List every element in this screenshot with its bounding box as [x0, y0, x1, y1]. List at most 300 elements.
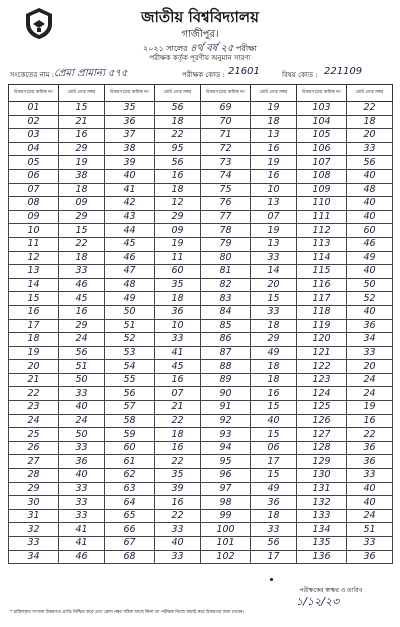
table-row: [9, 292, 393, 306]
paper-code-label: বিষয় কোড :: [282, 71, 318, 79]
marks-cell: 09: [155, 224, 201, 238]
serial-number-cell: 89: [201, 373, 251, 387]
serial-number-cell: 92: [201, 414, 251, 428]
serial-number-cell: 98: [201, 496, 251, 510]
marks-cell: 40: [347, 482, 393, 496]
marks-cell: 48: [347, 183, 393, 197]
marks-cell: 16: [155, 441, 201, 455]
serial-number-cell: 77: [201, 210, 251, 224]
marks-cell: 29: [251, 333, 297, 347]
marks-cell: 56: [155, 156, 201, 170]
serial-number-cell: 66: [105, 523, 155, 537]
table-row: [9, 373, 393, 387]
table-row: [9, 333, 393, 347]
marks-cell: 33: [251, 305, 297, 319]
serial-number-cell: 24: [9, 414, 59, 428]
marks-cell: 49: [251, 482, 297, 496]
marks-cell: 22: [347, 428, 393, 442]
marks-cell: 15: [251, 469, 297, 483]
serial-number-cell: 32: [9, 523, 59, 537]
marks-cell: 60: [347, 224, 393, 238]
table-row: [9, 115, 393, 129]
marks-cell: 20: [347, 360, 393, 374]
university-city: গাজীপুর।: [181, 29, 219, 40]
serial-number-cell: 79: [201, 237, 251, 251]
marks-cell: 40: [155, 537, 201, 551]
marks-cell: 45: [59, 292, 105, 306]
marks-cell: 19: [251, 102, 297, 116]
exam-name-handwritten: ৪র্থ বর্ষ ২৫: [190, 43, 234, 54]
marks-cell: 39: [155, 482, 201, 496]
marks-cell: 36: [347, 319, 393, 333]
marks-cell: 40: [347, 265, 393, 279]
serial-number-cell: 20: [9, 360, 59, 374]
marks-cell: 07: [251, 210, 297, 224]
marks-cell: 49: [251, 346, 297, 360]
serial-number-cell: 65: [105, 509, 155, 523]
marks-cell: 13: [251, 237, 297, 251]
serial-number-cell: 73: [201, 156, 251, 170]
table-row: [9, 428, 393, 442]
serial-number-cell: 52: [105, 333, 155, 347]
marks-cell: 12: [155, 197, 201, 211]
marks-cell: 16: [155, 169, 201, 183]
marks-cell: 33: [59, 482, 105, 496]
ink-dot: [270, 578, 273, 581]
marks-cell: 24: [59, 414, 105, 428]
serial-number-cell: 103: [297, 102, 347, 116]
serial-number-cell: 33: [9, 537, 59, 551]
table-row: [9, 319, 393, 333]
marks-cell: 16: [251, 169, 297, 183]
marks-cell: 40: [59, 401, 105, 415]
table-row: [9, 265, 393, 279]
serial-number-cell: 95: [201, 455, 251, 469]
serial-number-cell: 04: [9, 142, 59, 156]
marks-cell: 36: [347, 550, 393, 564]
signature-date: ১/১২/২৩: [296, 595, 340, 608]
serial-number-cell: 119: [297, 319, 347, 333]
table-row: [9, 169, 393, 183]
serial-number-cell: 26: [9, 441, 59, 455]
marks-cell: 33: [347, 142, 393, 156]
marks-cell: 18: [155, 292, 201, 306]
marks-cell: 40: [347, 305, 393, 319]
serial-number-cell: 41: [105, 183, 155, 197]
marks-cell: 18: [251, 319, 297, 333]
marks-cell: 41: [155, 346, 201, 360]
marks-cell: 24: [347, 509, 393, 523]
serial-number-cell: 63: [105, 482, 155, 496]
serial-number-cell: 113: [297, 237, 347, 251]
marks-cell: 56: [59, 346, 105, 360]
serial-number-cell: 99: [201, 509, 251, 523]
subject-label: সংকেতের নাম :: [10, 71, 55, 79]
serial-number-cell: 10: [9, 224, 59, 238]
serial-number-cell: 02: [9, 115, 59, 129]
serial-number-cell: 23: [9, 401, 59, 415]
marks-cell: 36: [155, 305, 201, 319]
serial-column-header: উত্তরপত্রের ক্রমিক নং: [9, 85, 59, 102]
serial-number-cell: 15: [9, 292, 59, 306]
marks-cell: 51: [59, 360, 105, 374]
marks-column-header: মোট প্রাপ্ত নম্বর: [59, 85, 105, 102]
marks-cell: 35: [155, 469, 201, 483]
serial-number-cell: 31: [9, 509, 59, 523]
table-row: [9, 509, 393, 523]
exam-suffix-label: পরীক্ষা: [236, 44, 257, 53]
serial-number-cell: 38: [105, 142, 155, 156]
sheet-subtitle: পরীক্ষক কর্তৃক পূরণীয় অনুমান সারণ্য: [149, 54, 251, 62]
serial-number-cell: 91: [201, 401, 251, 415]
marks-cell: 33: [251, 523, 297, 537]
serial-number-cell: 75: [201, 183, 251, 197]
marks-cell: 33: [347, 537, 393, 551]
serial-number-cell: 93: [201, 428, 251, 442]
serial-number-cell: 118: [297, 305, 347, 319]
marks-cell: 18: [155, 183, 201, 197]
serial-number-cell: 88: [201, 360, 251, 374]
serial-number-cell: 72: [201, 142, 251, 156]
serial-number-cell: 40: [105, 169, 155, 183]
table-body: [9, 102, 393, 564]
marks-cell: 15: [251, 428, 297, 442]
serial-number-cell: 126: [297, 414, 347, 428]
serial-number-cell: 18: [9, 333, 59, 347]
table-row: [9, 414, 393, 428]
serial-number-cell: 54: [105, 360, 155, 374]
table-header-row: [9, 85, 393, 102]
serial-number-cell: 12: [9, 251, 59, 265]
marks-cell: 33: [347, 346, 393, 360]
marks-cell: 14: [251, 265, 297, 279]
serial-number-cell: 27: [9, 455, 59, 469]
marks-cell: 56: [251, 537, 297, 551]
serial-number-cell: 21: [9, 373, 59, 387]
marks-cell: 29: [59, 142, 105, 156]
serial-number-cell: 19: [9, 346, 59, 360]
marks-cell: 34: [347, 333, 393, 347]
serial-number-cell: 104: [297, 115, 347, 129]
table-row: [9, 237, 393, 251]
table-row: [9, 469, 393, 483]
table-row: [9, 387, 393, 401]
serial-number-cell: 30: [9, 496, 59, 510]
serial-number-cell: 111: [297, 210, 347, 224]
serial-number-cell: 70: [201, 115, 251, 129]
table-row: [9, 496, 393, 510]
serial-number-cell: 80: [201, 251, 251, 265]
table-row: [9, 251, 393, 265]
table-row: [9, 441, 393, 455]
marks-cell: 16: [59, 129, 105, 143]
exam-year-label: ২০২১ সালের: [143, 44, 188, 53]
info-line: [10, 67, 392, 81]
table-row: [9, 401, 393, 415]
marks-cell: 22: [59, 237, 105, 251]
serial-number-cell: 06: [9, 169, 59, 183]
marks-cell: 41: [59, 537, 105, 551]
serial-number-cell: 36: [105, 115, 155, 129]
serial-number-cell: 53: [105, 346, 155, 360]
serial-number-cell: 28: [9, 469, 59, 483]
marks-cell: 33: [59, 441, 105, 455]
marks-cell: 49: [347, 251, 393, 265]
serial-number-cell: 114: [297, 251, 347, 265]
marks-cell: 29: [59, 319, 105, 333]
marks-column-header: মোট প্রাপ্ত নম্বর: [155, 85, 201, 102]
serial-number-cell: 81: [201, 265, 251, 279]
marks-cell: 33: [59, 265, 105, 279]
serial-number-cell: 82: [201, 278, 251, 292]
serial-number-cell: 124: [297, 387, 347, 401]
marks-cell: 29: [155, 210, 201, 224]
serial-number-cell: 69: [201, 102, 251, 116]
marks-cell: 22: [155, 509, 201, 523]
serial-number-cell: 94: [201, 441, 251, 455]
marks-cell: 33: [59, 496, 105, 510]
marks-column-header: মোট প্রাপ্ত নম্বর: [347, 85, 393, 102]
serial-number-cell: 78: [201, 224, 251, 238]
marks-cell: 56: [347, 156, 393, 170]
marks-cell: 33: [347, 469, 393, 483]
serial-number-cell: 131: [297, 482, 347, 496]
marks-cell: 33: [155, 523, 201, 537]
serial-number-cell: 128: [297, 441, 347, 455]
marks-cell: 22: [155, 455, 201, 469]
marks-cell: 18: [347, 115, 393, 129]
marks-cell: 18: [155, 115, 201, 129]
table-row: [9, 482, 393, 496]
marks-cell: 16: [251, 142, 297, 156]
footnote: * চাহিদাকৃত সংখ্যক উত্তরপত্র প্রাপ্তি নিশ্চিত করে এবং রোল নম্বর সঠিক আছে কিনা তা পরীক্ষক নিজে যাচাই করে উত্তরপত্র জমা দেবেন।: [10, 610, 245, 615]
examiner-code-value: 21601: [228, 66, 260, 77]
marks-cell: 18: [251, 509, 297, 523]
marks-cell: 13: [251, 129, 297, 143]
marks-cell: 33: [251, 251, 297, 265]
marks-cell: 16: [155, 373, 201, 387]
marks-cell: 38: [59, 169, 105, 183]
serial-number-cell: 90: [201, 387, 251, 401]
marks-cell: 33: [59, 387, 105, 401]
serial-number-cell: 100: [201, 523, 251, 537]
marks-cell: 21: [155, 401, 201, 415]
marks-cell: 56: [155, 102, 201, 116]
marks-cell: 18: [59, 251, 105, 265]
marks-cell: 18: [59, 183, 105, 197]
table-row: [9, 346, 393, 360]
table-row: [9, 523, 393, 537]
marks-cell: 19: [155, 237, 201, 251]
marks-cell: 33: [155, 550, 201, 564]
marks-cell: 16: [347, 414, 393, 428]
marks-cell: 09: [59, 197, 105, 211]
marks-cell: 95: [155, 142, 201, 156]
serial-number-cell: 37: [105, 129, 155, 143]
serial-number-cell: 44: [105, 224, 155, 238]
marks-cell: 19: [251, 156, 297, 170]
serial-column-header: উত্তরপত্রের ক্রমিক নং: [297, 85, 347, 102]
marks-cell: 35: [155, 278, 201, 292]
serial-number-cell: 117: [297, 292, 347, 306]
serial-number-cell: 58: [105, 414, 155, 428]
marks-cell: 20: [251, 278, 297, 292]
serial-number-cell: 133: [297, 509, 347, 523]
table-row: [9, 129, 393, 143]
marks-cell: 19: [251, 224, 297, 238]
marks-cell: 16: [155, 496, 201, 510]
marks-cell: 19: [347, 401, 393, 415]
marks-cell: 15: [59, 224, 105, 238]
marks-cell: 17: [251, 455, 297, 469]
serial-number-cell: 60: [105, 441, 155, 455]
serial-number-cell: 47: [105, 265, 155, 279]
serial-number-cell: 22: [9, 387, 59, 401]
table-row: [9, 305, 393, 319]
serial-number-cell: 49: [105, 292, 155, 306]
marks-cell: 16: [251, 387, 297, 401]
serial-number-cell: 102: [201, 550, 251, 564]
marks-cell: 40: [347, 197, 393, 211]
marks-cell: 50: [59, 373, 105, 387]
serial-number-cell: 71: [201, 129, 251, 143]
marks-cell: 22: [155, 129, 201, 143]
marks-cell: 18: [251, 373, 297, 387]
marks-cell: 33: [155, 333, 201, 347]
serial-number-cell: 116: [297, 278, 347, 292]
serial-number-cell: 135: [297, 537, 347, 551]
marks-cell: 45: [155, 360, 201, 374]
serial-column-header: উত্তরপত্রের ক্রমিক নং: [105, 85, 155, 102]
table-row: [9, 156, 393, 170]
signature-label: পরীক্ষকের স্বাক্ষর ও তারিখ: [299, 587, 363, 594]
table-row: [9, 197, 393, 211]
serial-number-cell: 50: [105, 305, 155, 319]
table-row: [9, 142, 393, 156]
marks-cell: 19: [59, 156, 105, 170]
marks-cell: 36: [347, 441, 393, 455]
serial-number-cell: 51: [105, 319, 155, 333]
table-row: [9, 537, 393, 551]
marks-cell: 18: [155, 428, 201, 442]
marks-cell: 40: [347, 496, 393, 510]
serial-number-cell: 55: [105, 373, 155, 387]
serial-number-cell: 123: [297, 373, 347, 387]
serial-number-cell: 85: [201, 319, 251, 333]
serial-number-cell: 101: [201, 537, 251, 551]
marks-cell: 40: [347, 169, 393, 183]
serial-number-cell: 56: [105, 387, 155, 401]
serial-number-cell: 84: [201, 305, 251, 319]
marks-cell: 24: [347, 373, 393, 387]
serial-number-cell: 64: [105, 496, 155, 510]
serial-number-cell: 86: [201, 333, 251, 347]
serial-number-cell: 129: [297, 455, 347, 469]
marks-cell: 13: [251, 197, 297, 211]
serial-number-cell: 76: [201, 197, 251, 211]
marks-cell: 18: [251, 115, 297, 129]
marks-cell: 21: [59, 115, 105, 129]
marks-table: [8, 84, 393, 564]
marks-cell: 36: [251, 496, 297, 510]
marks-cell: 15: [251, 292, 297, 306]
serial-number-cell: 01: [9, 102, 59, 116]
serial-number-cell: 29: [9, 482, 59, 496]
serial-number-cell: 43: [105, 210, 155, 224]
table-row: [9, 183, 393, 197]
marks-cell: 36: [347, 455, 393, 469]
serial-number-cell: 07: [9, 183, 59, 197]
examiner-code-label: পরীক্ষক কোড :: [182, 71, 225, 79]
marks-cell: 50: [347, 278, 393, 292]
serial-number-cell: 120: [297, 333, 347, 347]
university-name: জাতীয় বিশ্ববিদ্যালয়: [141, 8, 259, 26]
marks-cell: 46: [347, 237, 393, 251]
table-row: [9, 278, 393, 292]
marks-cell: 33: [59, 509, 105, 523]
serial-number-cell: 62: [105, 469, 155, 483]
serial-number-cell: 13: [9, 265, 59, 279]
serial-number-cell: 17: [9, 319, 59, 333]
table-row: [9, 360, 393, 374]
marks-cell: 40: [251, 414, 297, 428]
serial-number-cell: 97: [201, 482, 251, 496]
subject-value: প্রেমা প্রামান্য ৫৭৫: [54, 68, 128, 79]
marks-cell: 24: [59, 333, 105, 347]
marks-cell: 60: [155, 265, 201, 279]
serial-number-cell: 108: [297, 169, 347, 183]
serial-number-cell: 96: [201, 469, 251, 483]
marks-cell: 22: [347, 102, 393, 116]
serial-number-cell: 11: [9, 237, 59, 251]
marks-cell: 07: [155, 387, 201, 401]
serial-column-header: উত্তরপত্রের ক্রমিক নং: [201, 85, 251, 102]
serial-number-cell: 16: [9, 305, 59, 319]
serial-number-cell: 46: [105, 251, 155, 265]
serial-number-cell: 115: [297, 265, 347, 279]
serial-number-cell: 74: [201, 169, 251, 183]
serial-number-cell: 08: [9, 197, 59, 211]
serial-number-cell: 67: [105, 537, 155, 551]
serial-number-cell: 87: [201, 346, 251, 360]
serial-number-cell: 14: [9, 278, 59, 292]
marks-cell: 51: [347, 523, 393, 537]
serial-number-cell: 121: [297, 346, 347, 360]
marks-cell: 40: [59, 469, 105, 483]
table-row: [9, 102, 393, 116]
marks-cell: 40: [347, 210, 393, 224]
serial-number-cell: 136: [297, 550, 347, 564]
marks-cell: 06: [251, 441, 297, 455]
serial-number-cell: 25: [9, 428, 59, 442]
marks-cell: 16: [59, 305, 105, 319]
marks-cell: 17: [251, 550, 297, 564]
table-row: [9, 210, 393, 224]
serial-number-cell: 48: [105, 278, 155, 292]
serial-number-cell: 42: [105, 197, 155, 211]
serial-number-cell: 109: [297, 183, 347, 197]
marks-cell: 52: [347, 292, 393, 306]
serial-number-cell: 132: [297, 496, 347, 510]
serial-number-cell: 45: [105, 237, 155, 251]
marks-cell: 10: [251, 183, 297, 197]
serial-number-cell: 127: [297, 428, 347, 442]
serial-number-cell: 112: [297, 224, 347, 238]
serial-number-cell: 110: [297, 197, 347, 211]
marks-cell: 36: [59, 455, 105, 469]
serial-number-cell: 03: [9, 129, 59, 143]
table-row: [9, 550, 393, 564]
